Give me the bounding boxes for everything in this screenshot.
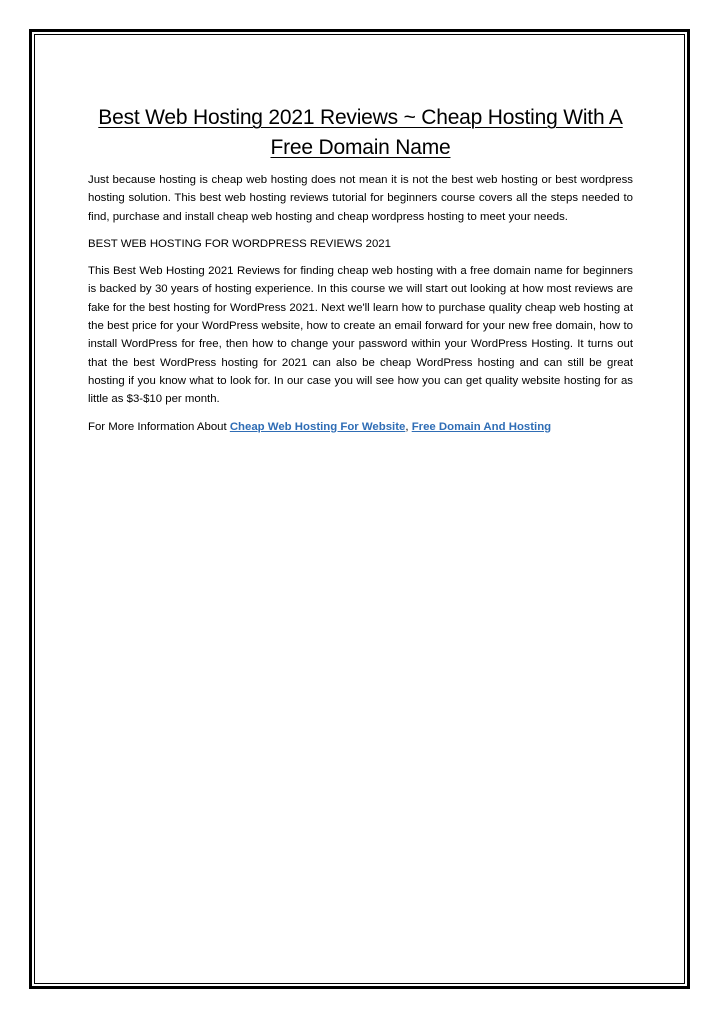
document-body <box>88 103 633 436</box>
body-paragraph: This Best Web Hosting 2021 Reviews for finding cheap web hosting with a free domain name for beginners is backed by 30 years of hosting experience. In this course we will start out looking at how most reviews are fake for the best hosting for WordPress 2021. Next we'll learn how to purchase quality cheap web hosting at the best price for your WordPress website, how to create an email forward for your new free domain, how to install WordPress for free, then how to change your password within your WordPress Hosting. It turns out that the best WordPress hosting for 2021 can also be cheap WordPress hosting and can still be great hosting if you know what to look for. In our case you will see how you can get quality website hosting for as little as $3-$10 per month. <box>88 265 633 406</box>
intro-paragraph: Just because hosting is cheap web hosting does not mean it is not the best web hosting or best wordpress hosting solution. This best web hosting reviews tutorial for beginners course covers all the steps needed to find, purchase and install cheap web hosting and cheap wordpress hosting to meet your needs. <box>88 174 633 223</box>
link-separator: , <box>405 420 412 433</box>
document-title: Best Web Hosting 2021 Reviews ~ Cheap Hosting With A Free Domain Name <box>98 106 623 159</box>
cheap-web-hosting-link[interactable]: Cheap Web Hosting For Website <box>229 420 406 433</box>
free-domain-hosting-link[interactable]: Free Domain And Hosting <box>411 420 552 433</box>
more-info-line <box>88 418 633 436</box>
more-info-prefix: For More Information About <box>88 420 230 433</box>
section-heading: BEST WEB HOSTING FOR WORDPRESS REVIEWS 2021 <box>88 237 391 250</box>
